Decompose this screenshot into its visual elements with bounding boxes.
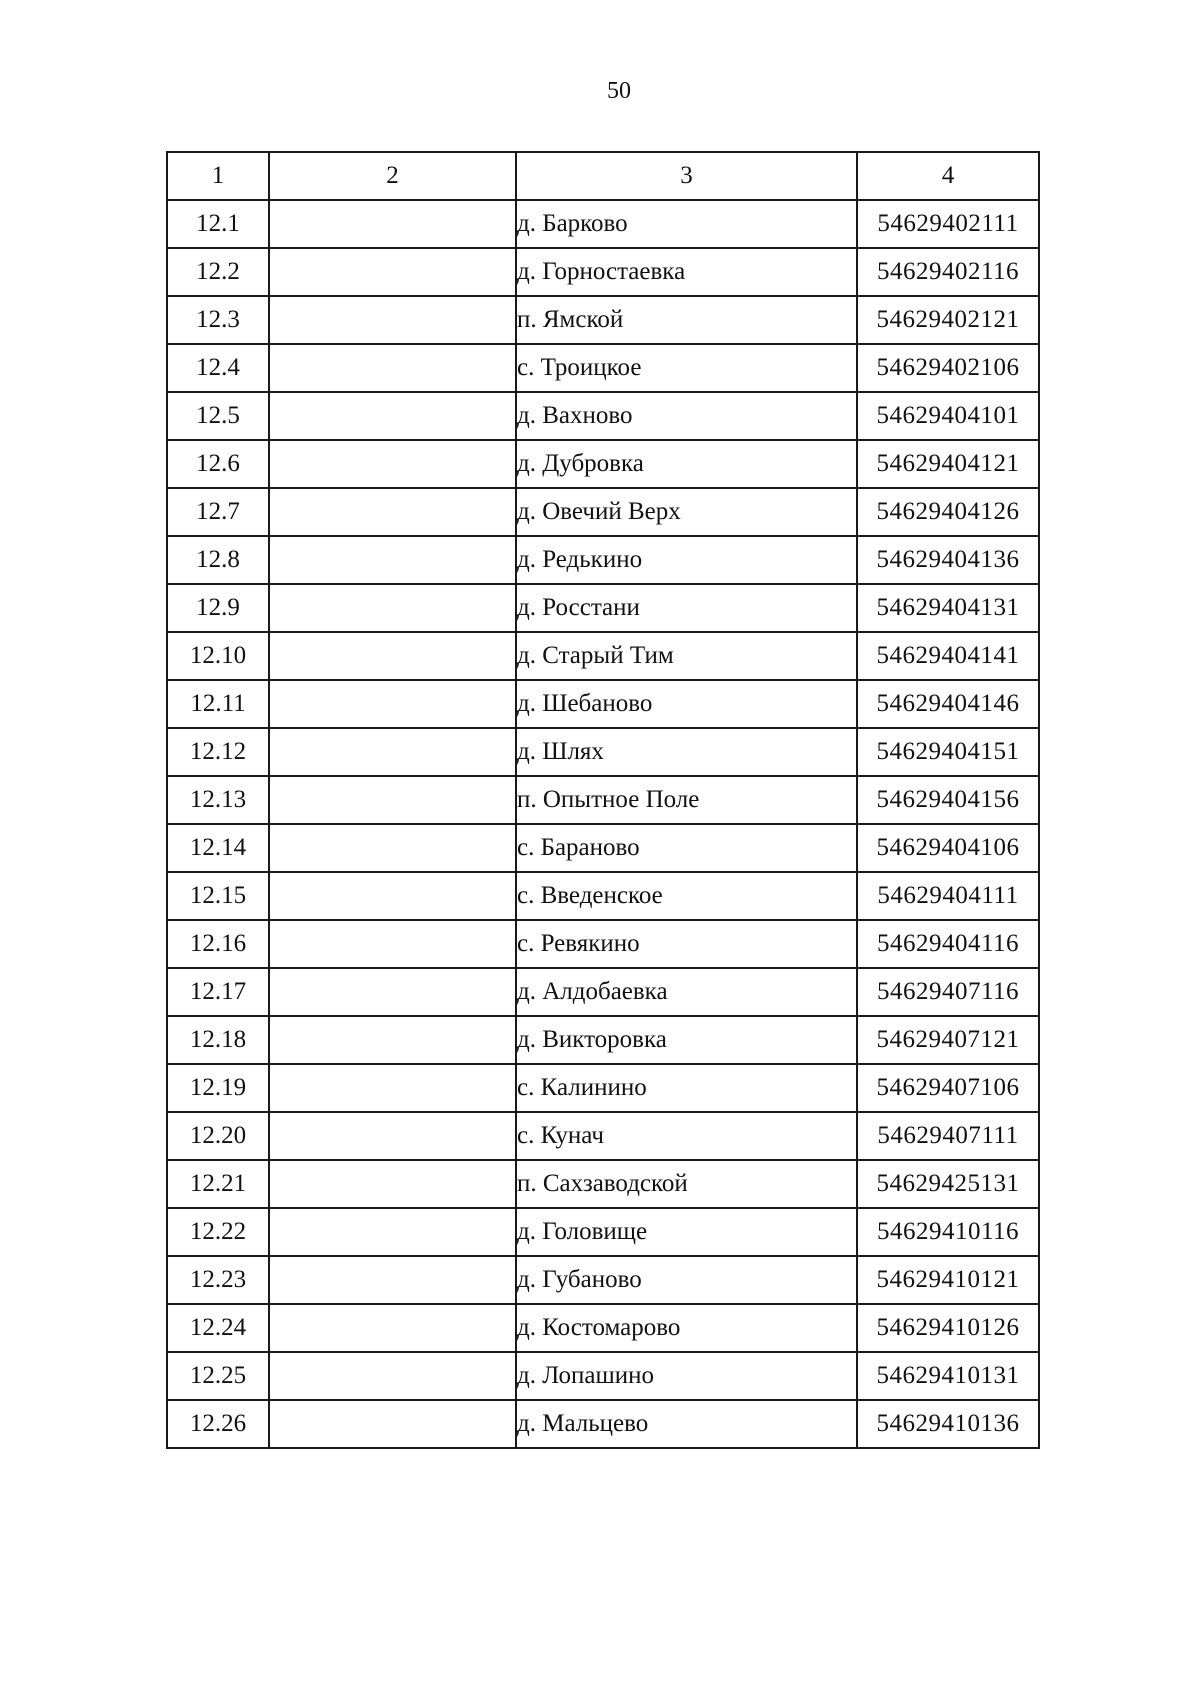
empty-cell	[269, 344, 516, 392]
empty-cell	[269, 968, 516, 1016]
table-row	[167, 488, 1039, 536]
settlement-name-cell: д. Вахново	[516, 392, 857, 440]
settlements-table	[166, 151, 1040, 1449]
settlement-name-cell: д. Горностаевка	[516, 248, 857, 296]
row-number-cell: 12.24	[167, 1304, 269, 1352]
row-number-cell: 12.15	[167, 872, 269, 920]
settlement-name-cell: д. Редькино	[516, 536, 857, 584]
column-header-4: 4	[857, 152, 1039, 200]
empty-cell	[269, 1112, 516, 1160]
settlement-name-cell: с. Троицкое	[516, 344, 857, 392]
empty-cell	[269, 296, 516, 344]
settlement-name-cell: с. Ревякино	[516, 920, 857, 968]
settlement-name-cell: д. Старый Тим	[516, 632, 857, 680]
row-number-cell: 12.1	[167, 200, 269, 248]
table-row	[167, 1112, 1039, 1160]
empty-cell	[269, 1208, 516, 1256]
table-row	[167, 440, 1039, 488]
table-row	[167, 584, 1039, 632]
settlement-name-cell: п. Опытное Поле	[516, 776, 857, 824]
settlement-name-cell: д. Викторовка	[516, 1016, 857, 1064]
empty-cell	[269, 1016, 516, 1064]
empty-cell	[269, 1400, 516, 1448]
row-number-cell: 12.12	[167, 728, 269, 776]
table-row	[167, 1016, 1039, 1064]
row-number-cell: 12.7	[167, 488, 269, 536]
empty-cell	[269, 632, 516, 680]
empty-cell	[269, 920, 516, 968]
oktmo-code-cell: 54629404146	[857, 680, 1039, 728]
oktmo-code-cell: 54629407111	[857, 1112, 1039, 1160]
oktmo-code-cell: 54629404131	[857, 584, 1039, 632]
column-header-1: 1	[167, 152, 269, 200]
settlement-name-cell: д. Барково	[516, 200, 857, 248]
empty-cell	[269, 728, 516, 776]
oktmo-code-cell: 54629425131	[857, 1160, 1039, 1208]
table-row	[167, 824, 1039, 872]
oktmo-code-cell: 54629410136	[857, 1400, 1039, 1448]
table-row	[167, 728, 1039, 776]
empty-cell	[269, 488, 516, 536]
table-row	[167, 632, 1039, 680]
table-row	[167, 1304, 1039, 1352]
oktmo-code-cell: 54629402111	[857, 200, 1039, 248]
settlement-name-cell: с. Введенское	[516, 872, 857, 920]
empty-cell	[269, 1160, 516, 1208]
table-row	[167, 536, 1039, 584]
table-row	[167, 872, 1039, 920]
oktmo-code-cell: 54629407121	[857, 1016, 1039, 1064]
settlement-name-cell: д. Мальцево	[516, 1400, 857, 1448]
table-row	[167, 296, 1039, 344]
oktmo-code-cell: 54629404141	[857, 632, 1039, 680]
empty-cell	[269, 1256, 516, 1304]
oktmo-code-cell: 54629404116	[857, 920, 1039, 968]
settlement-name-cell: д. Алдобаевка	[516, 968, 857, 1016]
row-number-cell: 12.26	[167, 1400, 269, 1448]
table-body	[167, 200, 1039, 1448]
row-number-cell: 12.11	[167, 680, 269, 728]
settlement-name-cell: д. Лопашино	[516, 1352, 857, 1400]
settlement-name-cell: д. Шебаново	[516, 680, 857, 728]
empty-cell	[269, 440, 516, 488]
table-row	[167, 1352, 1039, 1400]
oktmo-code-cell: 54629404121	[857, 440, 1039, 488]
settlement-name-cell: д. Росстани	[516, 584, 857, 632]
empty-cell	[269, 200, 516, 248]
row-number-cell: 12.25	[167, 1352, 269, 1400]
settlement-name-cell: с. Бараново	[516, 824, 857, 872]
row-number-cell: 12.5	[167, 392, 269, 440]
empty-cell	[269, 1352, 516, 1400]
empty-cell	[269, 392, 516, 440]
empty-cell	[269, 1304, 516, 1352]
empty-cell	[269, 248, 516, 296]
settlement-name-cell: д. Костомарово	[516, 1304, 857, 1352]
row-number-cell: 12.6	[167, 440, 269, 488]
row-number-cell: 12.17	[167, 968, 269, 1016]
empty-cell	[269, 776, 516, 824]
settlement-name-cell: д. Головище	[516, 1208, 857, 1256]
row-number-cell: 12.8	[167, 536, 269, 584]
oktmo-code-cell: 54629407116	[857, 968, 1039, 1016]
table-row	[167, 392, 1039, 440]
oktmo-code-cell: 54629410116	[857, 1208, 1039, 1256]
column-header-3: 3	[516, 152, 857, 200]
oktmo-code-cell: 54629410121	[857, 1256, 1039, 1304]
table-row	[167, 344, 1039, 392]
table-row	[167, 1400, 1039, 1448]
settlement-name-cell: с. Калинино	[516, 1064, 857, 1112]
oktmo-code-cell: 54629410131	[857, 1352, 1039, 1400]
oktmo-code-cell: 54629404136	[857, 536, 1039, 584]
oktmo-code-cell: 54629402116	[857, 248, 1039, 296]
row-number-cell: 12.16	[167, 920, 269, 968]
row-number-cell: 12.2	[167, 248, 269, 296]
row-number-cell: 12.21	[167, 1160, 269, 1208]
row-number-cell: 12.14	[167, 824, 269, 872]
row-number-cell: 12.9	[167, 584, 269, 632]
table-row	[167, 1208, 1039, 1256]
table-row	[167, 776, 1039, 824]
table-row	[167, 968, 1039, 1016]
row-number-cell: 12.22	[167, 1208, 269, 1256]
empty-cell	[269, 1064, 516, 1112]
oktmo-code-cell: 54629404126	[857, 488, 1039, 536]
table-row	[167, 920, 1039, 968]
empty-cell	[269, 536, 516, 584]
table-row	[167, 248, 1039, 296]
row-number-cell: 12.20	[167, 1112, 269, 1160]
table-row	[167, 1256, 1039, 1304]
row-number-cell: 12.13	[167, 776, 269, 824]
oktmo-code-cell: 54629407106	[857, 1064, 1039, 1112]
settlement-name-cell: д. Губаново	[516, 1256, 857, 1304]
table-row	[167, 680, 1039, 728]
settlement-name-cell: д. Овечий Верх	[516, 488, 857, 536]
oktmo-code-cell: 54629404106	[857, 824, 1039, 872]
empty-cell	[269, 824, 516, 872]
oktmo-code-cell: 54629402121	[857, 296, 1039, 344]
oktmo-code-cell: 54629410126	[857, 1304, 1039, 1352]
row-number-cell: 12.19	[167, 1064, 269, 1112]
column-header-2: 2	[269, 152, 516, 200]
table-row	[167, 1064, 1039, 1112]
oktmo-code-cell: 54629404101	[857, 392, 1039, 440]
settlement-name-cell: п. Ямской	[516, 296, 857, 344]
settlement-name-cell: с. Кунач	[516, 1112, 857, 1160]
row-number-cell: 12.18	[167, 1016, 269, 1064]
settlement-name-cell: д. Шлях	[516, 728, 857, 776]
table-row	[167, 200, 1039, 248]
page-number: 50	[607, 78, 631, 104]
table-row	[167, 1160, 1039, 1208]
settlement-name-cell: п. Сахзаводской	[516, 1160, 857, 1208]
empty-cell	[269, 680, 516, 728]
oktmo-code-cell: 54629404151	[857, 728, 1039, 776]
oktmo-code-cell: 54629404156	[857, 776, 1039, 824]
row-number-cell: 12.4	[167, 344, 269, 392]
oktmo-code-cell: 54629404111	[857, 872, 1039, 920]
oktmo-code-cell: 54629402106	[857, 344, 1039, 392]
row-number-cell: 12.10	[167, 632, 269, 680]
row-number-cell: 12.3	[167, 296, 269, 344]
settlement-name-cell: д. Дубровка	[516, 440, 857, 488]
empty-cell	[269, 584, 516, 632]
header-row	[167, 152, 1039, 200]
row-number-cell: 12.23	[167, 1256, 269, 1304]
empty-cell	[269, 872, 516, 920]
